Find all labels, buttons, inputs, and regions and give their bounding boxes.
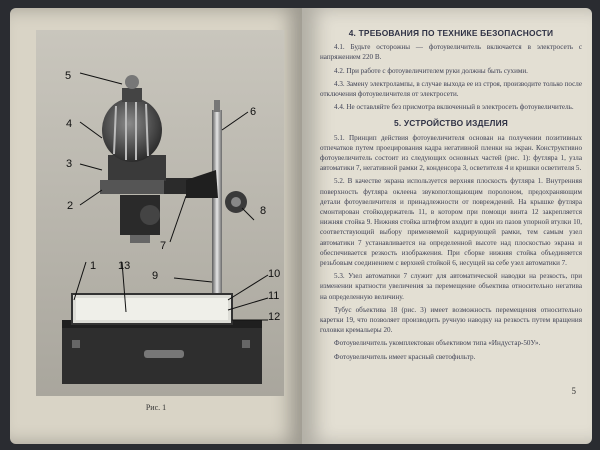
callout-9: 9 (152, 270, 159, 282)
page-number: 5 (571, 386, 576, 396)
figure-caption: Рис. 1 (145, 403, 167, 412)
section-5-title: 5. УСТРОЙСТВО ИЗДЕЛИЯ (393, 118, 509, 129)
para-lens: Фотоувеличитель укомплектован объективом типа «Индустар-50У». (334, 339, 541, 348)
callout-11: 11 (268, 290, 280, 302)
item-4-4: 4.4. Не оставляйте без присмотра включенный в электросеть фотоувеличитель. (334, 103, 574, 112)
right-page-text (320, 22, 582, 365)
para-5-2: 5.2. В качестве экрана используется верхняя плоскость футляра 1. Внутренняя поверхность футляра оклеена звукопоглощающим поролоном, предохраняющим детали фотоувеличителя и принадлежности от повреждений. На крышке футляра смонтирован стойкодержатель 11, в котором при помощи винта 12 закрепляется нижняя стойка 9. Нижняя стойка штифтом входит в один из пазов упорной втулки 10, соответствующий выбору применяемой кадрирующей рамки, тем самым узел автоматики 7 устанавливается на определенной высоте над плоскостью экрана и обеспечивается резкость изображения. При сборке нижняя стойка объединяется резьбовым соединением с верхней стойкой 6, несущей на себе узел автоматики 7. (320, 177, 582, 268)
item-4-3: 4.3. Замену электролампы, в случае выхода ее из строя, производите только после отключения фотоувеличителя от электросети. (320, 79, 582, 99)
callout-10: 10 (268, 268, 281, 280)
callout-4: 4 (66, 118, 73, 130)
left-page (10, 8, 302, 444)
callout-13: 13 (118, 260, 131, 272)
para-5-3: 5.3. Узел автоматики 7 служит для автоматической наводки на резкость, при изменении кратности увеличения за перемещение объектива относительно негатива на определенную величину. (320, 272, 582, 301)
item-4-2: 4.2. При работе с фотоувеличителем руки должны быть сухими. (334, 66, 528, 75)
book-spread (10, 8, 598, 448)
item-4-1: 4.1. Будьте осторожны — фотоувеличитель включается в электросеть с напряжением 220 В. (320, 43, 582, 62)
callout-3: 3 (66, 158, 73, 170)
callout-12: 12 (268, 311, 281, 323)
para-filter: Фотоувеличитель имеет красный светофильтр. (334, 352, 476, 361)
enlarger-photo (36, 30, 284, 396)
callout-5: 5 (65, 70, 72, 82)
callout-6: 6 (250, 106, 257, 118)
right-page (302, 8, 592, 444)
section-4-title: 4. ТРЕБОВАНИЯ ПО ТЕХНИКЕ БЕЗОПАСНОСТИ (348, 28, 554, 38)
para-5-1: 5.1. Принцип действия фотоувеличителя основан на получении позитивных отпечатков путем проецирования кадра негативной пленки на экран. Конструктивно фотоувеличитель состоит из следующих основных частей (рис. 1): футляра 1, узла автоматики 7, негативной рамки 2, конденсора 3, осветителя 4 и кришки осветителя 5. (320, 133, 582, 173)
para-tube: Тубус объектива 18 (рис. 3) имеет возможность перемещения относительно каретки 19, что позволяет производить ручную наводку на резкость путем вращения головки кремальеры 20. (320, 305, 582, 335)
callout-7: 7 (160, 240, 167, 252)
callout-8: 8 (260, 205, 267, 217)
callout-1: 1 (90, 260, 97, 272)
callout-2: 2 (67, 200, 74, 212)
